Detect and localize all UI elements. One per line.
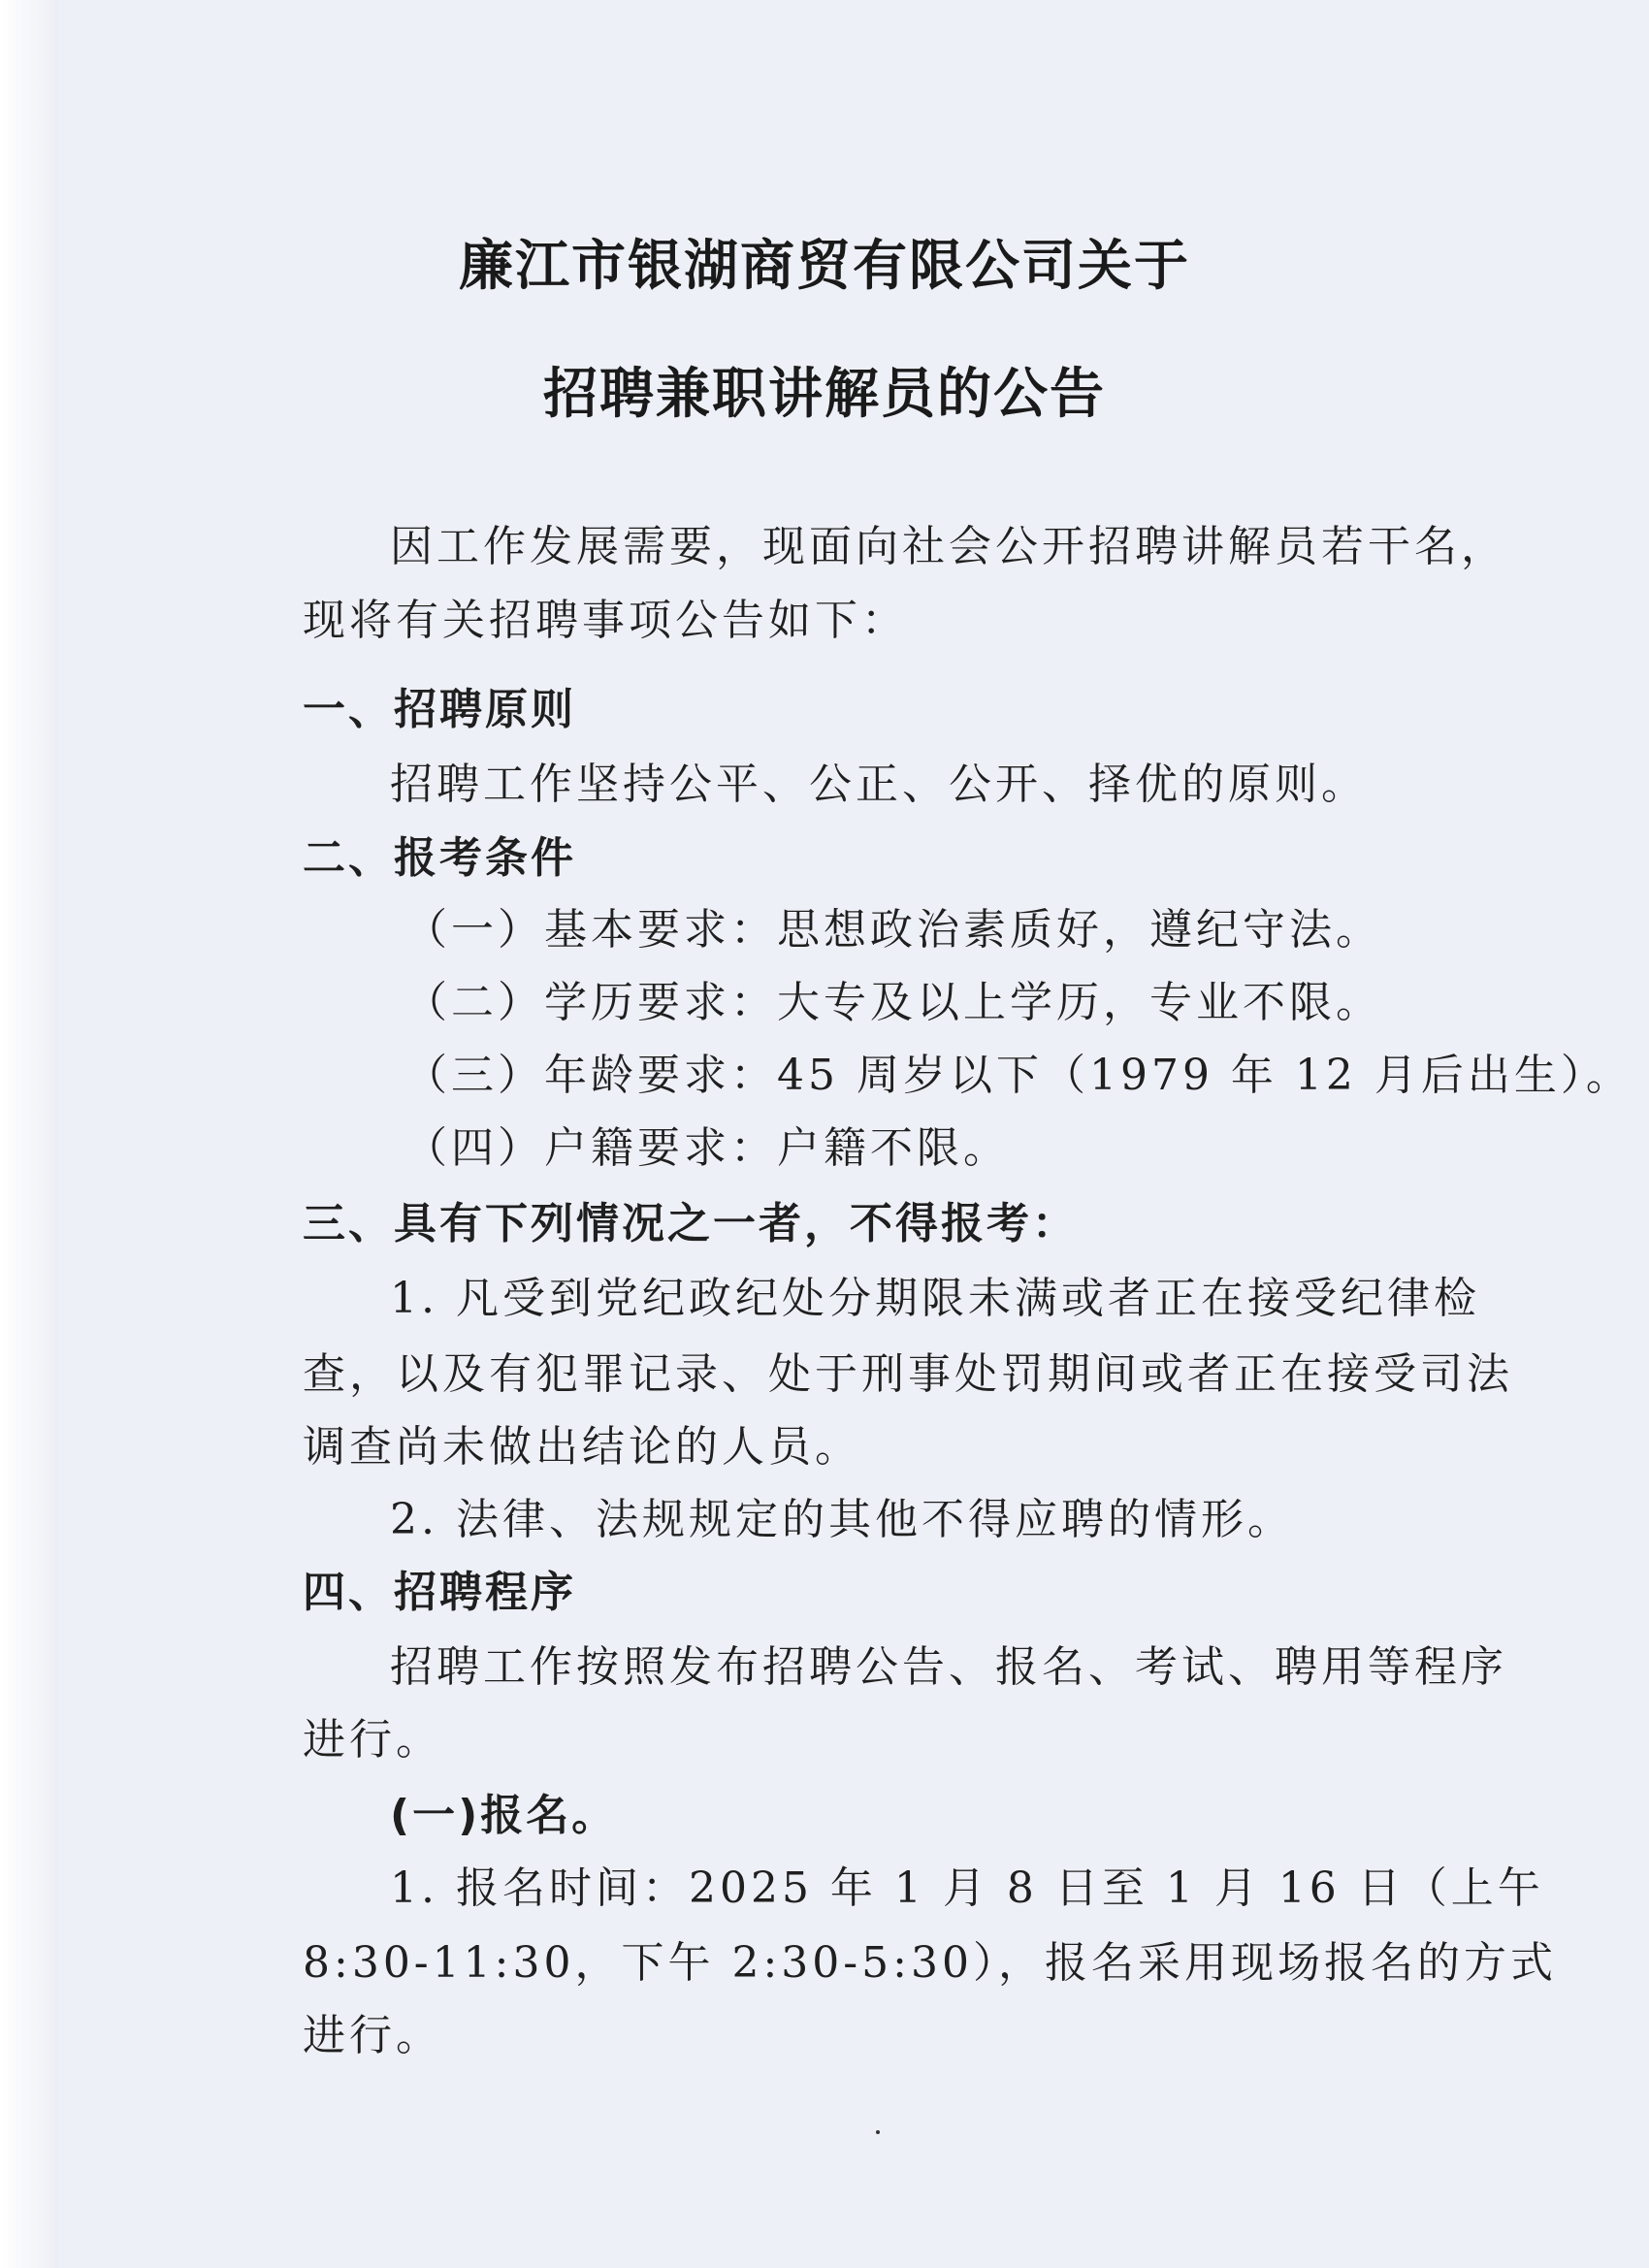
intro-line-2: 现将有关招聘事项公告如下： bbox=[303, 596, 908, 645]
list-item: （二）学历要求：大专及以上学历，专业不限。 bbox=[404, 978, 1382, 1027]
paragraph-line: 进行。 bbox=[303, 1715, 442, 1765]
intro-line-1: 因工作发展需要，现面向社会公开招聘讲解员若干名， bbox=[390, 522, 1507, 571]
scan-speck bbox=[876, 2130, 880, 2134]
paragraph-line: 进行。 bbox=[303, 2011, 442, 2060]
section-heading-3: 三、具有下列情况之一者，不得报考： bbox=[303, 1199, 1078, 1248]
paragraph-line: 招聘工作按照发布招聘公告、报名、考试、聘用等程序 bbox=[390, 1642, 1507, 1692]
paragraph-line: 查，以及有犯罪记录、处于刑事处罚期间或者正在接受司法 bbox=[303, 1349, 1513, 1399]
paragraph-line: 1. 报名时间：2025 年 1 月 8 日至 1 月 16 日（上午 bbox=[390, 1863, 1544, 1913]
list-item: （一）基本要求：思想政治素质好，遵纪守法。 bbox=[404, 905, 1382, 955]
list-item: （三）年龄要求：45 周岁以下（1979 年 12 月后出生）。 bbox=[404, 1051, 1633, 1100]
scan-margin bbox=[0, 0, 58, 2268]
section-heading-2: 二、报考条件 bbox=[303, 833, 576, 883]
section-heading-4: 四、招聘程序 bbox=[303, 1568, 576, 1617]
list-item: （四）户籍要求：户籍不限。 bbox=[404, 1123, 1010, 1173]
paragraph-line: 1. 凡受到党纪政纪处分期限未满或者正在接受纪律检 bbox=[390, 1274, 1480, 1323]
paragraph-line: 调查尚未做出结论的人员。 bbox=[303, 1422, 861, 1472]
paragraph-line: 8:30-11:30，下午 2:30-5:30），报名采用现场报名的方式 bbox=[303, 1938, 1557, 1988]
subsection-heading: (一)报名。 bbox=[390, 1791, 618, 1840]
document-title-line-1: 廉江市银湖商贸有限公司关于 bbox=[459, 234, 1190, 298]
paragraph-line: 2. 法律、法规规定的其他不得应聘的情形。 bbox=[390, 1495, 1294, 1544]
document-title-line-2: 招聘兼职讲解员的公告 bbox=[543, 362, 1106, 426]
paragraph-line: 招聘工作坚持公平、公正、公开、择优的原则。 bbox=[390, 760, 1368, 809]
section-heading-1: 一、招聘原则 bbox=[303, 685, 576, 734]
